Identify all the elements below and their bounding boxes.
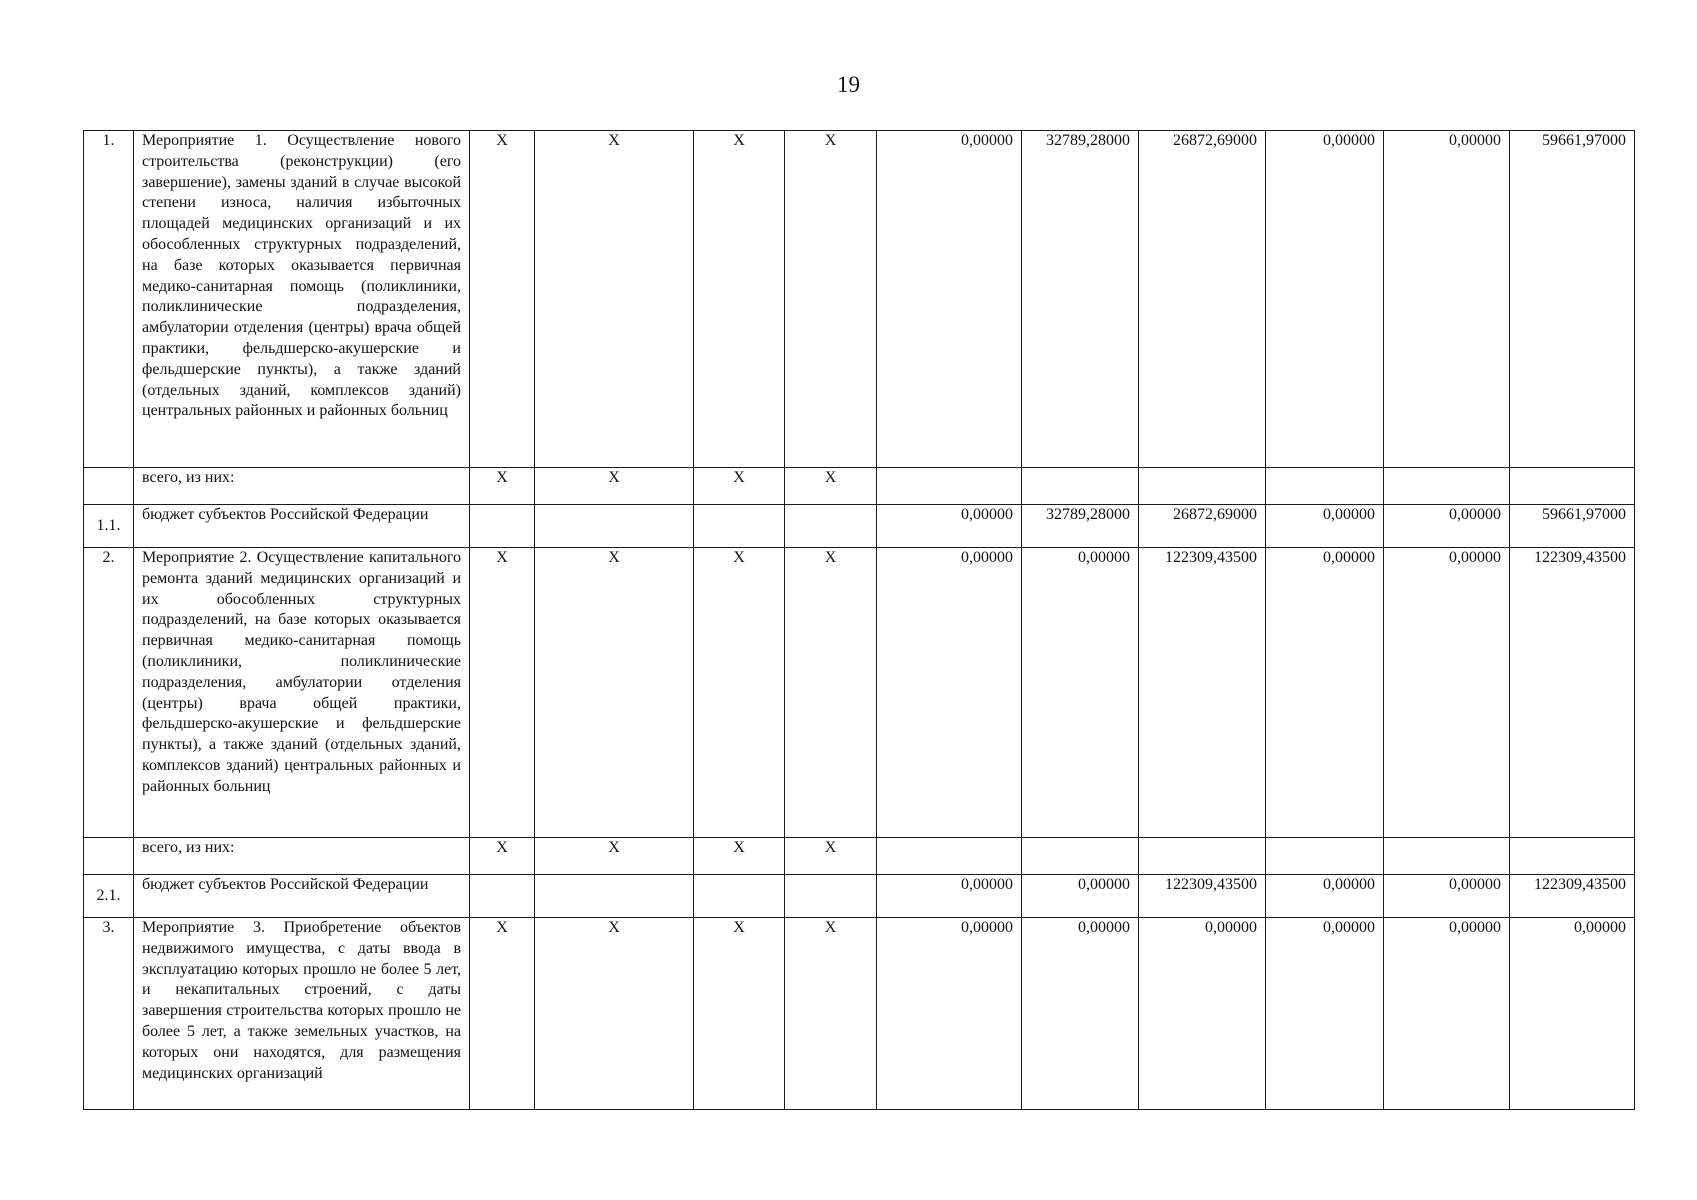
- value-cell: [1139, 468, 1266, 505]
- value-cell: [877, 468, 1022, 505]
- value-cell: 0,00000: [1510, 918, 1635, 1110]
- x-cell: X: [535, 548, 694, 838]
- funding-table: [83, 130, 1635, 1110]
- value-cell: 0,00000: [1266, 131, 1384, 468]
- x-cell: [470, 505, 535, 548]
- value-cell: 0,00000: [1139, 918, 1266, 1110]
- value-cell: 0,00000: [1022, 918, 1139, 1110]
- table-row: [84, 548, 1635, 838]
- x-cell: X: [470, 131, 535, 468]
- value-cell: 26872,69000: [1139, 131, 1266, 468]
- value-cell: 0,00000: [1266, 918, 1384, 1110]
- value-cell: [1510, 468, 1635, 505]
- value-cell: 0,00000: [1022, 875, 1139, 918]
- x-cell: [470, 875, 535, 918]
- row-description: бюджет субъектов Российской Федерации: [134, 505, 470, 548]
- table-row: [84, 838, 1635, 875]
- x-cell: X: [470, 918, 535, 1110]
- value-cell: 26872,69000: [1139, 505, 1266, 548]
- row-number: 1.: [84, 131, 134, 468]
- x-cell: X: [470, 838, 535, 875]
- row-number: [84, 468, 134, 505]
- row-description: Мероприятие 1. Осуществление нового строительства (реконструкции) (его завершение), замены зданий в случае высокой степени износа, наличия избыточных площадей медицинских организаций и их обособленных структурных подразделений, на базе которых оказывается первичная медико-санитарная помощь (поликлиники, поликлинические подразделения, амбулатории отделения (центры) врача общей практики, фельдшерско-акушерские и фельдшерские пункты), а также зданий (отдельных зданий, комплексов зданий) центральных районных и районных больниц: [134, 131, 470, 468]
- x-cell: X: [694, 131, 785, 468]
- table-row: [84, 468, 1635, 505]
- value-cell: 122309,43500: [1139, 548, 1266, 838]
- value-cell: [1266, 468, 1384, 505]
- value-cell: 0,00000: [877, 505, 1022, 548]
- value-cell: 0,00000: [877, 131, 1022, 468]
- value-cell: 0,00000: [877, 875, 1022, 918]
- row-description: Мероприятие 2. Осуществление капитального ремонта зданий медицинских организаций и их обособленных структурных подразделений, на базе которых оказывается первичная медико-санитарная помощь (поликлиники, поликлинические подразделения, амбулатории отделения (центры) врача общей практики, фельдшерско-акушерские и фельдшерские пункты), а также зданий (отдельных зданий, комплексов зданий) центральных районных и районных больниц: [134, 548, 470, 838]
- page-number: 19: [837, 72, 860, 97]
- value-cell: 122309,43500: [1510, 875, 1635, 918]
- value-cell: 0,00000: [1384, 548, 1510, 838]
- value-cell: 0,00000: [1266, 875, 1384, 918]
- x-cell: X: [535, 468, 694, 505]
- row-description: всего, из них:: [134, 468, 470, 505]
- value-cell: 0,00000: [1384, 918, 1510, 1110]
- row-description: бюджет субъектов Российской Федерации: [134, 875, 470, 918]
- x-cell: X: [470, 468, 535, 505]
- x-cell: [785, 505, 877, 548]
- x-cell: X: [535, 131, 694, 468]
- x-cell: X: [785, 918, 877, 1110]
- x-cell: X: [470, 548, 535, 838]
- value-cell: 0,00000: [877, 918, 1022, 1110]
- x-cell: X: [694, 548, 785, 838]
- x-cell: X: [535, 838, 694, 875]
- value-cell: 0,00000: [1022, 548, 1139, 838]
- value-cell: 0,00000: [1266, 548, 1384, 838]
- value-cell: [1022, 468, 1139, 505]
- x-cell: [785, 875, 877, 918]
- x-cell: [694, 505, 785, 548]
- value-cell: [1022, 838, 1139, 875]
- table-row: [84, 875, 1635, 918]
- x-cell: [694, 875, 785, 918]
- row-number: [84, 838, 134, 875]
- x-cell: X: [694, 918, 785, 1110]
- value-cell: [1510, 838, 1635, 875]
- value-cell: 32789,28000: [1022, 505, 1139, 548]
- table-row: [84, 505, 1635, 548]
- value-cell: [1139, 838, 1266, 875]
- x-cell: X: [785, 838, 877, 875]
- x-cell: X: [785, 468, 877, 505]
- value-cell: 122309,43500: [1510, 548, 1635, 838]
- value-cell: 59661,97000: [1510, 505, 1635, 548]
- row-number: 3.: [84, 918, 134, 1110]
- value-cell: [1384, 468, 1510, 505]
- value-cell: 122309,43500: [1139, 875, 1266, 918]
- value-cell: 0,00000: [1384, 875, 1510, 918]
- value-cell: 0,00000: [1266, 505, 1384, 548]
- value-cell: 0,00000: [1384, 505, 1510, 548]
- value-cell: 0,00000: [1384, 131, 1510, 468]
- value-cell: [1384, 838, 1510, 875]
- row-description: всего, из них:: [134, 838, 470, 875]
- table-row: [84, 918, 1635, 1110]
- value-cell: [877, 838, 1022, 875]
- row-number: 1.1.: [84, 505, 134, 548]
- value-cell: 0,00000: [877, 548, 1022, 838]
- row-description: Мероприятие 3. Приобретение объектов недвижимого имущества, с даты ввода в эксплуатацию которых прошло не более 5 лет, и некапитальных строений, с даты завершения строительства которых прошло не более 5 лет, а также земельных участков, на которых они находятся, для размещения медицинских организаций: [134, 918, 470, 1110]
- value-cell: 32789,28000: [1022, 131, 1139, 468]
- x-cell: X: [694, 468, 785, 505]
- x-cell: [535, 505, 694, 548]
- row-number: 2.: [84, 548, 134, 838]
- row-number: 2.1.: [84, 875, 134, 918]
- x-cell: X: [785, 131, 877, 468]
- value-cell: [1266, 838, 1384, 875]
- value-cell: 59661,97000: [1510, 131, 1635, 468]
- x-cell: X: [694, 838, 785, 875]
- table-row: [84, 131, 1635, 468]
- x-cell: [535, 875, 694, 918]
- x-cell: X: [785, 548, 877, 838]
- x-cell: X: [535, 918, 694, 1110]
